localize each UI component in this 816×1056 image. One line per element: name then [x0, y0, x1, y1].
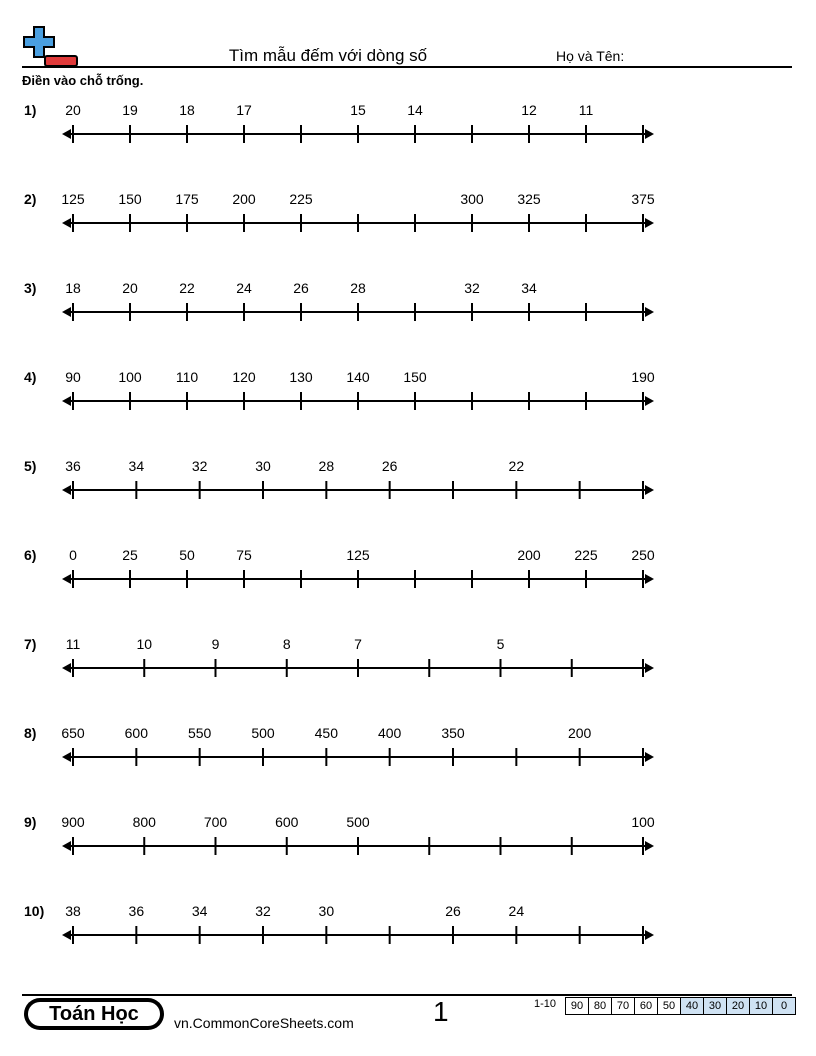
instructions: Điền vào chỗ trống. [22, 73, 144, 88]
tick-label: 24 [236, 280, 252, 296]
score-cell: 60 [634, 998, 657, 1014]
problem-number: 10) [24, 903, 45, 919]
tick-label: 250 [631, 547, 655, 563]
right-arrow-icon [645, 307, 654, 317]
tick-label: 26 [293, 280, 309, 296]
problem-number: 5) [24, 458, 37, 474]
tick-label: 36 [128, 903, 145, 919]
problem-number: 3) [24, 280, 37, 296]
number-line [60, 187, 660, 235]
tick-label: 38 [65, 903, 81, 919]
left-arrow-icon [62, 841, 71, 851]
footer-divider [22, 994, 792, 996]
tick-label: 700 [203, 814, 228, 830]
left-arrow-icon [62, 485, 71, 495]
tick-label: 0 [69, 547, 77, 563]
tick-label: 325 [517, 191, 541, 207]
tick-label: 125 [346, 547, 370, 563]
header-divider [22, 66, 792, 68]
number-line [60, 98, 660, 146]
name-field-label: Họ và Tên: [556, 48, 625, 64]
score-key-label: 1-10 [534, 998, 557, 1010]
problem-number: 2) [24, 191, 37, 207]
tick-label: 20 [65, 102, 81, 118]
number-line [60, 810, 660, 858]
tick-label: 150 [118, 191, 142, 207]
tick-label: 600 [124, 725, 149, 741]
tick-label: 800 [132, 814, 156, 830]
brand-badge [24, 998, 164, 1030]
tick-label: 34 [521, 280, 537, 296]
tick-label: 9 [211, 636, 220, 652]
tick-label: 200 [232, 191, 256, 207]
tick-label: 32 [191, 458, 208, 474]
score-table [565, 997, 796, 1015]
tick-label: 36 [65, 458, 81, 474]
tick-label: 7 [354, 636, 362, 652]
tick-label: 225 [574, 547, 598, 563]
tick-label: 130 [289, 369, 313, 385]
right-arrow-icon [645, 930, 654, 940]
left-arrow-icon [62, 752, 71, 762]
tick-label: 26 [381, 458, 398, 474]
tick-label: 26 [445, 903, 461, 919]
page-title: Tìm mẫu đếm với dòng số [228, 46, 428, 65]
tick-label: 18 [179, 102, 195, 118]
tick-label: 18 [65, 280, 81, 296]
left-arrow-icon [62, 307, 71, 317]
tick-label: 34 [128, 458, 145, 474]
tick-label: 22 [508, 458, 525, 474]
problem-number: 7) [24, 636, 37, 652]
tick-label: 11 [578, 102, 594, 118]
problem-number: 4) [24, 369, 37, 385]
problem-number: 9) [24, 814, 37, 830]
tick-label: 22 [179, 280, 195, 296]
tick-label: 450 [314, 725, 339, 741]
number-line [60, 632, 660, 680]
tick-label: 28 [350, 280, 366, 296]
tick-label: 400 [377, 725, 402, 741]
left-arrow-icon [62, 930, 71, 940]
tick-label: 300 [460, 191, 484, 207]
score-cell: 10 [749, 998, 772, 1014]
right-arrow-icon [645, 574, 654, 584]
tick-label: 30 [318, 903, 335, 919]
number-line [60, 899, 660, 947]
score-cell: 40 [680, 998, 703, 1014]
tick-label: 125 [61, 191, 85, 207]
tick-label: 75 [236, 547, 252, 563]
number-line [60, 276, 660, 324]
left-arrow-icon [62, 574, 71, 584]
score-cell: 20 [726, 998, 749, 1014]
number-line [60, 365, 660, 413]
tick-label: 5 [496, 636, 505, 652]
tick-label: 200 [517, 547, 541, 563]
tick-label: 225 [289, 191, 313, 207]
left-arrow-icon [62, 396, 71, 406]
tick-label: 15 [350, 102, 366, 118]
right-arrow-icon [645, 218, 654, 228]
tick-label: 32 [464, 280, 480, 296]
site-url: vn.CommonCoreSheets.com [174, 1015, 354, 1031]
left-arrow-icon [62, 129, 71, 139]
tick-label: 24 [508, 903, 525, 919]
right-arrow-icon [645, 129, 654, 139]
tick-label: 25 [122, 547, 138, 563]
tick-label: 30 [255, 458, 271, 474]
score-cell: 90 [570, 1000, 584, 1012]
tick-label: 175 [175, 191, 199, 207]
tick-label: 190 [631, 369, 655, 385]
tick-label: 17 [236, 102, 252, 118]
score-cell: 50 [657, 998, 680, 1014]
tick-label: 550 [187, 725, 212, 741]
problem-number: 6) [24, 547, 37, 563]
tick-label: 140 [346, 369, 370, 385]
tick-label: 650 [61, 725, 85, 741]
tick-label: 150 [403, 369, 427, 385]
tick-label: 900 [61, 814, 85, 830]
right-arrow-icon [645, 841, 654, 851]
tick-label: 28 [318, 458, 335, 474]
tick-label: 90 [65, 369, 81, 385]
tick-label: 120 [232, 369, 256, 385]
number-line [60, 721, 660, 769]
tick-label: 20 [122, 280, 138, 296]
tick-label: 12 [521, 102, 537, 118]
left-arrow-icon [62, 663, 71, 673]
problem-number: 1) [24, 102, 37, 118]
tick-label: 375 [631, 191, 655, 207]
tick-label: 110 [175, 369, 199, 385]
tick-label: 350 [441, 725, 465, 741]
right-arrow-icon [645, 485, 654, 495]
tick-label: 600 [275, 814, 299, 830]
left-arrow-icon [62, 218, 71, 228]
tick-label: 100 [118, 369, 142, 385]
tick-label: 500 [346, 814, 370, 830]
number-line [60, 543, 660, 591]
tick-label: 100 [631, 814, 655, 830]
tick-label: 14 [407, 102, 423, 118]
score-cell: 70 [611, 998, 634, 1014]
brand-label: Toán Học [28, 1002, 160, 1026]
number-line [60, 454, 660, 502]
score-cell: 80 [588, 998, 611, 1014]
tick-label: 500 [251, 725, 275, 741]
problem-number: 8) [24, 725, 37, 741]
page-number: 1 [433, 996, 449, 1027]
score-cell: 30 [703, 998, 726, 1014]
tick-label: 200 [567, 725, 592, 741]
right-arrow-icon [645, 663, 654, 673]
score-cell: 0 [772, 998, 795, 1014]
right-arrow-icon [645, 752, 654, 762]
tick-label: 19 [122, 102, 138, 118]
right-arrow-icon [645, 396, 654, 406]
tick-label: 11 [65, 636, 81, 652]
tick-label: 10 [136, 636, 153, 652]
tick-label: 50 [179, 547, 195, 563]
tick-label: 32 [255, 903, 271, 919]
tick-label: 34 [191, 903, 208, 919]
tick-label: 8 [282, 636, 291, 652]
